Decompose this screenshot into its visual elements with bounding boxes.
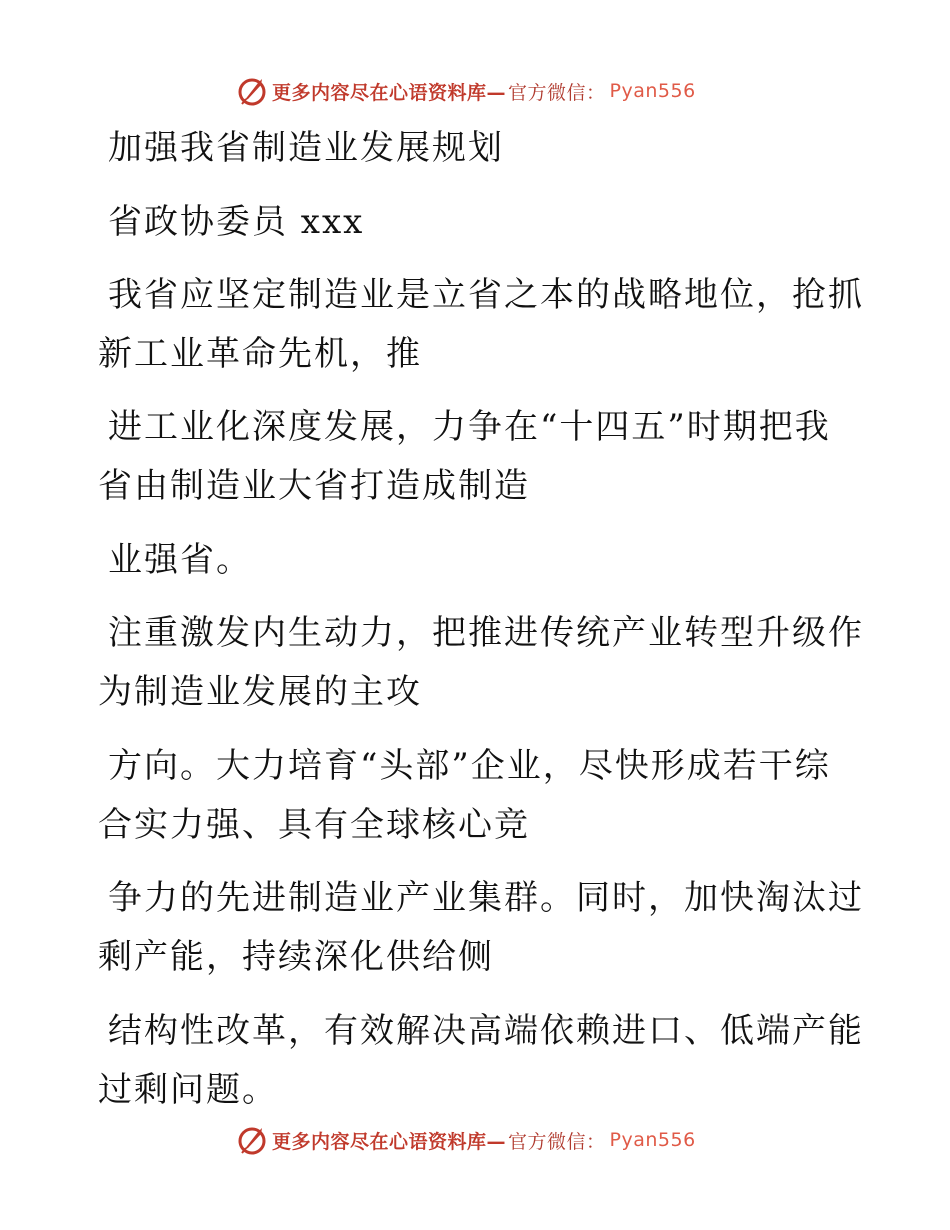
quill-pen-logo-icon — [236, 75, 268, 107]
quill-pen-logo-icon — [236, 1124, 268, 1156]
banner-wechat-label: 官方微信： — [508, 81, 606, 104]
paragraph-line: 合实力强、具有全球核心竞 — [98, 805, 530, 845]
paragraph-line: 方向。大力培育“头部”企业，尽快形成若干综 — [108, 746, 831, 786]
footer-banner — [236, 1123, 696, 1157]
paragraph-line: 新工业革命先机，推 — [98, 334, 422, 374]
document-title: 加强我省制造业发展规划 — [108, 128, 504, 168]
paragraph-line: 争力的先进制造业产业集群。同时，加快淘汰过 — [108, 878, 864, 918]
banner-wechat-id: Pyan556 — [609, 1129, 696, 1151]
banner-slogan: 更多内容尽在心语资料库— — [272, 81, 507, 104]
paragraph-line: 业强省。 — [108, 540, 252, 580]
paragraph-line: 进工业化深度发展，力争在“十四五”时期把我 — [108, 407, 831, 447]
paragraph-line: 为制造业发展的主攻 — [98, 672, 422, 712]
banner-slogan: 更多内容尽在心语资料库— — [272, 1130, 507, 1153]
document-author: 省政协委员 xxx — [108, 202, 365, 242]
paragraph-line: 我省应坚定制造业是立省之本的战略地位，抢抓 — [108, 275, 864, 315]
paragraph-line: 过剩问题。 — [98, 1070, 278, 1110]
paragraph-line: 省由制造业大省打造成制造 — [98, 466, 530, 506]
paragraph-line: 注重激发内生动力，把推进传统产业转型升级作 — [108, 613, 864, 653]
paragraph-line: 剩产能，持续深化供给侧 — [98, 937, 494, 977]
banner-wechat-id: Pyan556 — [609, 80, 696, 102]
paragraph-line: 结构性改革，有效解决高端依赖进口、低端产能 — [108, 1011, 864, 1051]
header-banner — [236, 74, 696, 108]
banner-wechat-label: 官方微信： — [508, 1130, 606, 1153]
